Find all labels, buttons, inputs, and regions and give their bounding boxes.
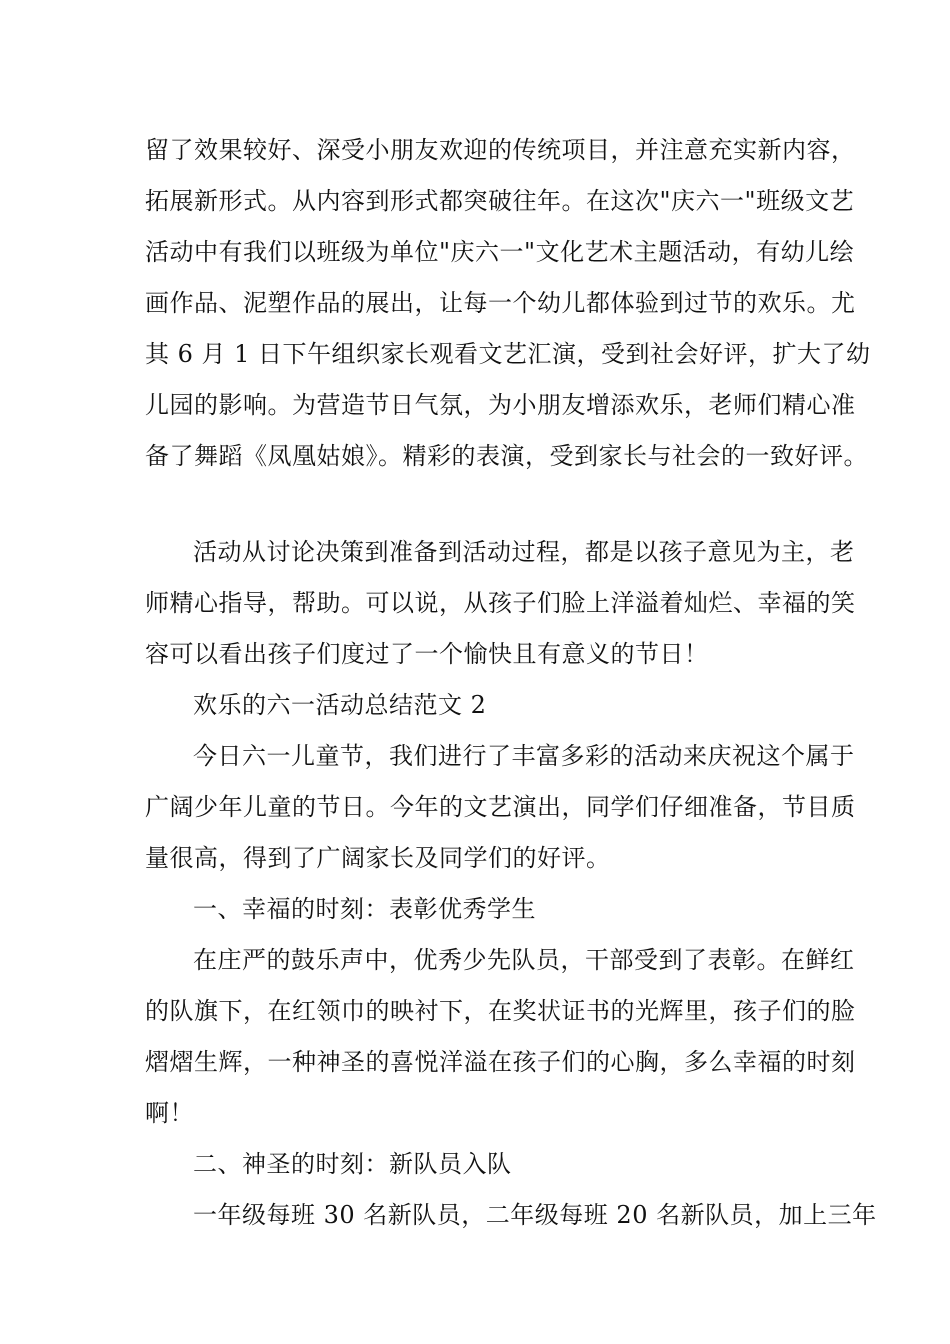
text-line: 儿园的影响。为营造节日气氛，为小朋友增添欢乐，老师们精心准: [145, 391, 856, 419]
text-line: 容可以看出孩子们度过了一个愉快且有意义的节日！: [145, 640, 709, 668]
text-line: 啊！: [145, 1099, 194, 1127]
subsection-heading: 二、神圣的时刻：新队员入队: [193, 1150, 512, 1178]
text-line: 量很高，得到了广阔家长及同学们的好评。: [145, 844, 611, 872]
subsection-heading: 一、幸福的时刻：表彰优秀学生: [193, 895, 536, 923]
section-heading: 欢乐的六一活动总结范文 2: [193, 691, 487, 719]
text-line: 在庄严的鼓乐声中，优秀少先队员，干部受到了表彰。在鲜红: [193, 946, 855, 974]
text-line: 今日六一儿童节，我们进行了丰富多彩的活动来庆祝这个属于: [193, 742, 855, 770]
text-line: 备了舞蹈《凤凰姑娘》。精彩的表演，受到家长与社会的一致好评。: [145, 442, 868, 470]
text-line: 师精心指导，帮助。可以说，从孩子们脸上洋溢着灿烂、幸福的笑: [145, 589, 856, 617]
text-line: 活动从讨论决策到准备到活动过程，都是以孩子意见为主，老: [193, 538, 855, 566]
text-line: 画作品、泥塑作品的展出，让每一个幼儿都体验到过节的欢乐。尤: [145, 289, 856, 317]
text-line: 留了效果较好、深受小朋友欢迎的传统项目，并注意充实新内容，: [145, 136, 856, 164]
text-line: 活动中有我们以班级为单位"庆六一"文化艺术主题活动，有幼儿绘: [145, 238, 855, 266]
text-line: 熠熠生辉，一种神圣的喜悦洋溢在孩子们的心胸，多么幸福的时刻: [145, 1048, 856, 1076]
text-line: 一年级每班 30 名新队员，二年级每班 20 名新队员，加上三年: [193, 1201, 877, 1229]
text-line: 广阔少年儿童的节日。今年的文艺演出，同学们仔细准备，节目质: [145, 793, 856, 821]
text-line: 拓展新形式。从内容到形式都突破往年。在这次"庆六一"班级文艺: [145, 187, 855, 215]
text-line: 的队旗下，在红领巾的映衬下，在奖状证书的光辉里，孩子们的脸: [145, 997, 856, 1025]
text-line: 其 6 月 1 日下午组织家长观看文艺汇演，受到社会好评，扩大了幼: [145, 340, 871, 368]
